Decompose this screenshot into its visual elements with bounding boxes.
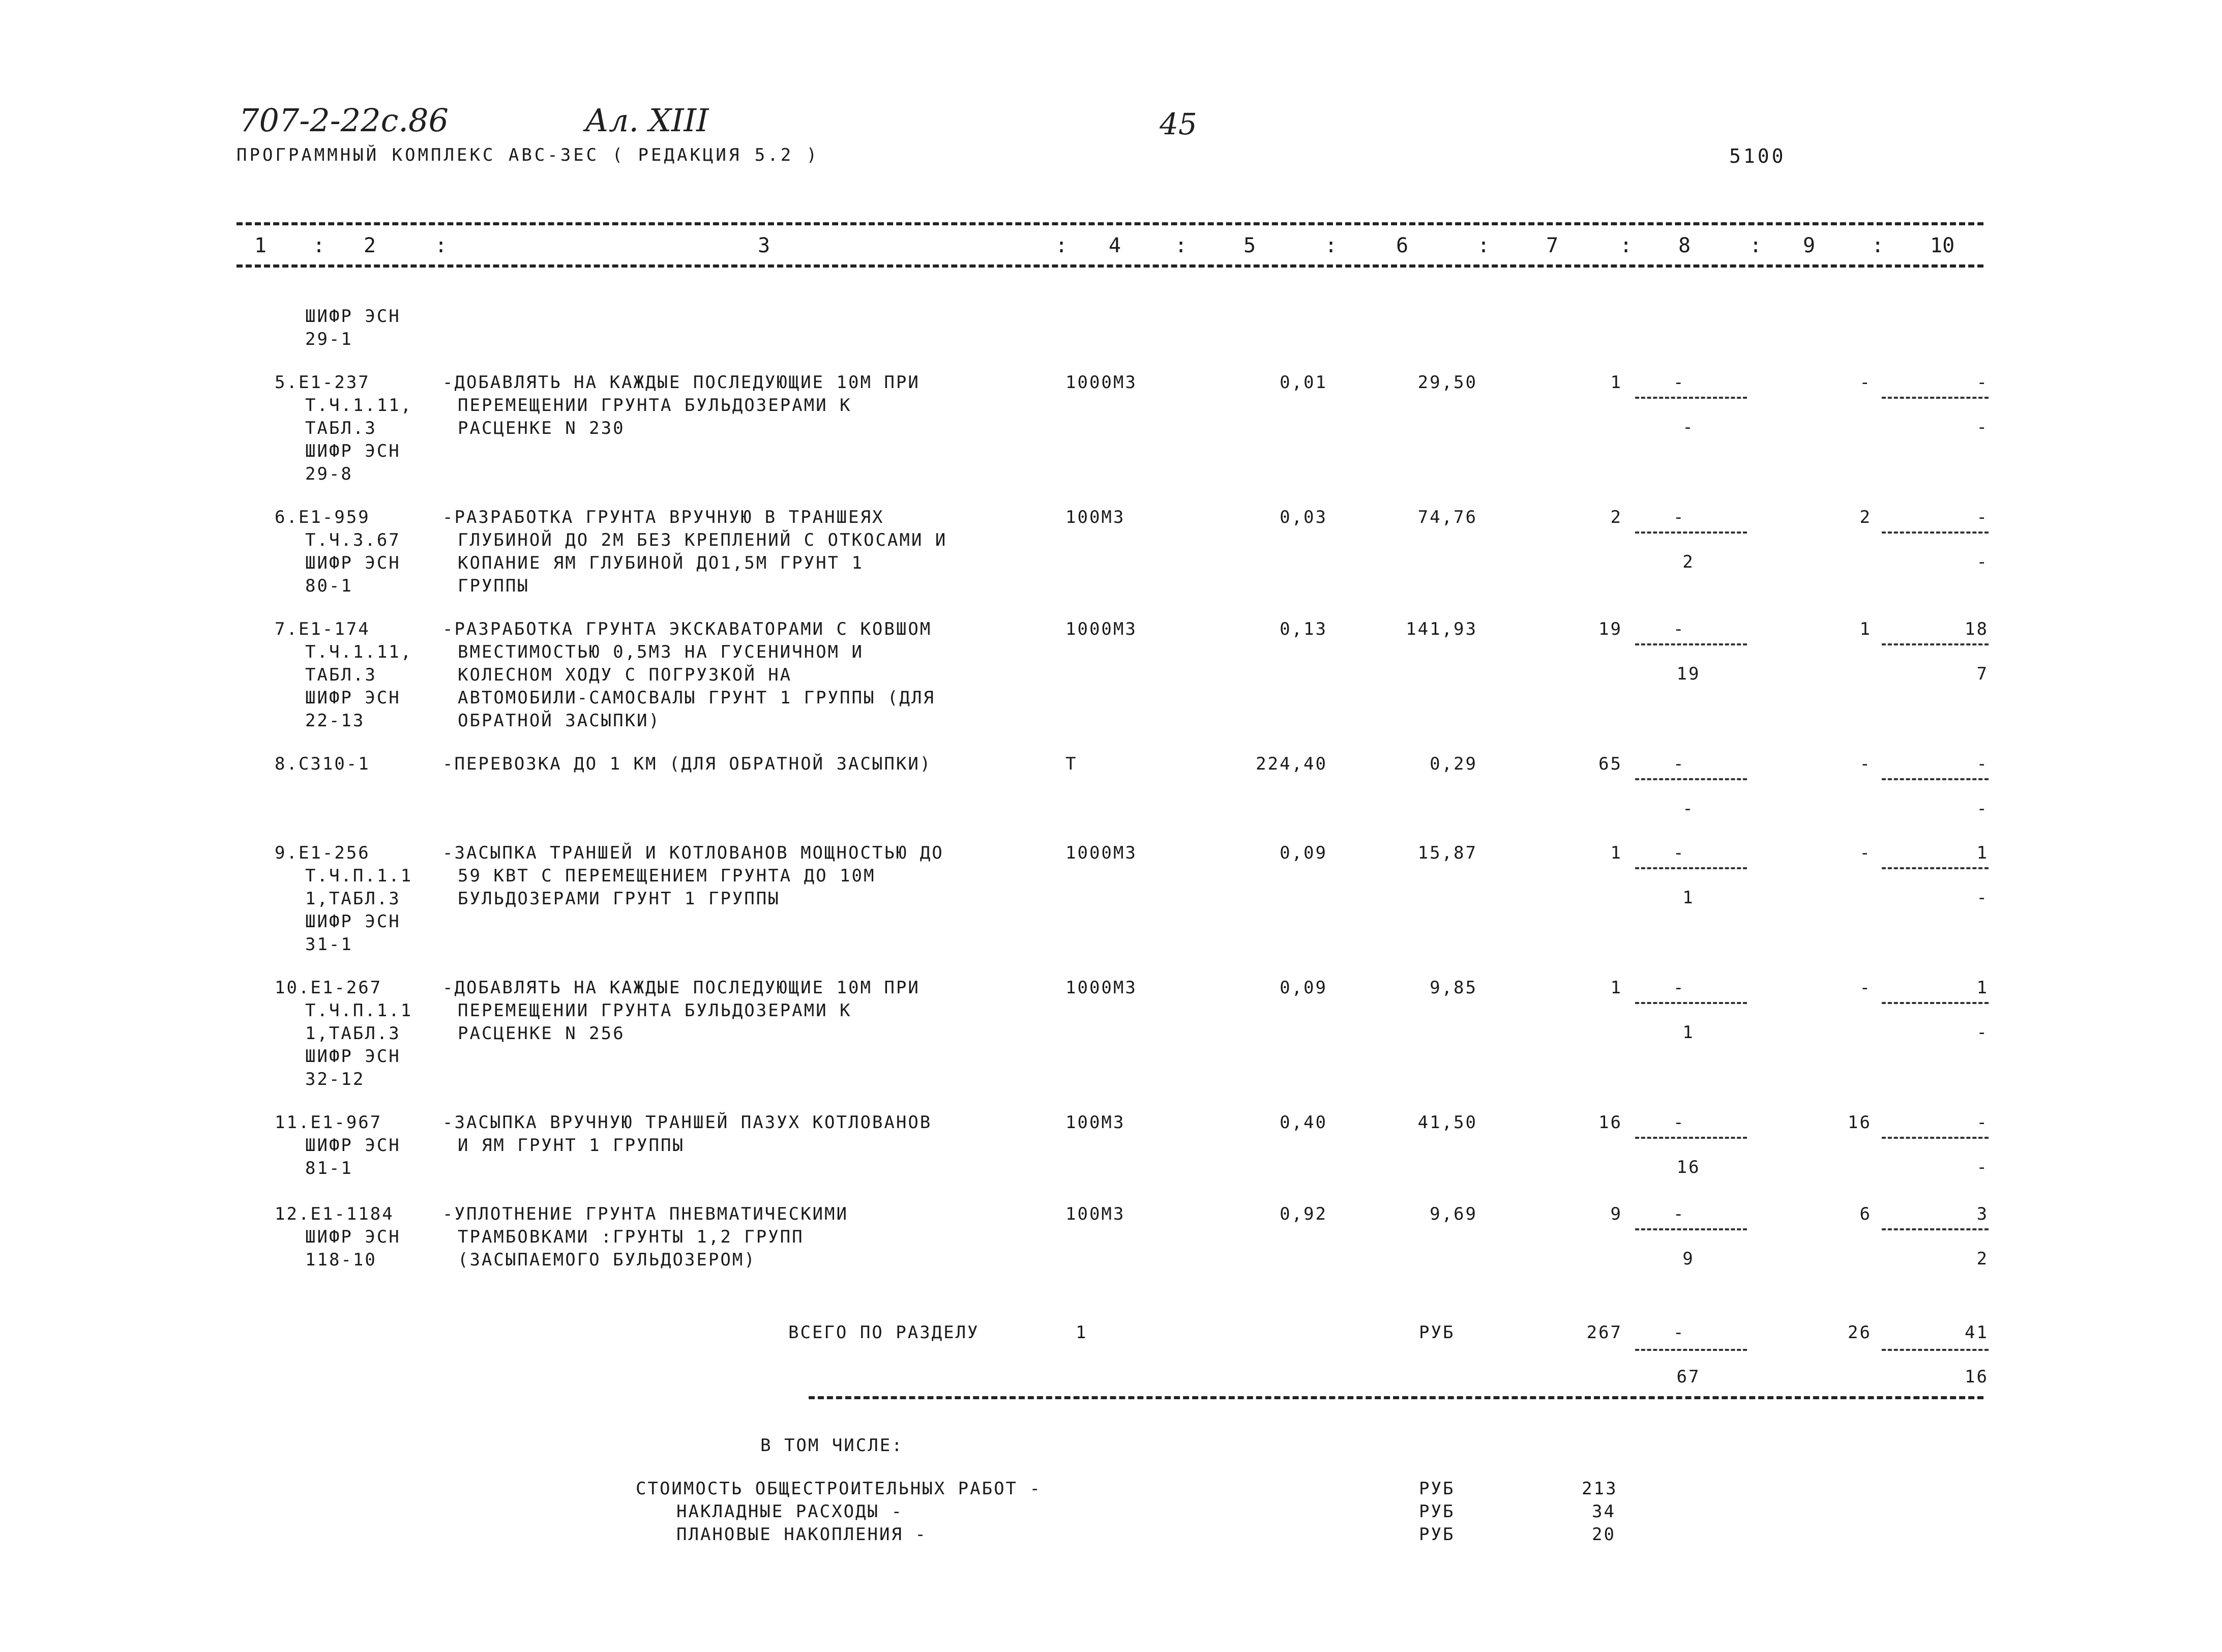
row-col8-rule bbox=[1635, 1228, 1747, 1230]
row-unit: 1000М3 bbox=[1065, 843, 1137, 863]
row-col8-top: - bbox=[1673, 843, 1685, 863]
row-description-line: -ЗАСЫПКА ТРАНШЕЙ И КОТЛОВАНОВ МОЩНОСТЬЮ ДО bbox=[442, 843, 944, 863]
row-unit-price: 141,93 bbox=[1406, 619, 1477, 639]
row-col8-top: - bbox=[1673, 372, 1685, 393]
row-unit: Т bbox=[1065, 754, 1078, 774]
row-col10-rule bbox=[1882, 778, 1989, 780]
row-code bbox=[275, 1111, 401, 1180]
row-code bbox=[275, 1203, 401, 1272]
row-col8-top: - bbox=[1673, 619, 1685, 639]
row-col8-rule bbox=[1635, 1002, 1747, 1004]
section-total-col8-rule bbox=[1635, 1349, 1747, 1351]
row-code-line: 81-1 bbox=[305, 1158, 353, 1178]
row-quantity: 0,40 bbox=[1280, 1112, 1327, 1133]
row-unit-price: 9,85 bbox=[1430, 978, 1477, 998]
header-bottom-rule bbox=[236, 264, 1983, 268]
section-total-label: ВСЕГО ПО РАЗДЕЛУ bbox=[788, 1322, 980, 1343]
row-code-line: Т.Ч.3.67 bbox=[305, 530, 401, 550]
row-col9: 1 bbox=[1859, 619, 1872, 639]
row-code-line: ТАБЛ.3 bbox=[305, 665, 377, 685]
column-separator: : bbox=[313, 234, 325, 257]
row-description bbox=[442, 842, 944, 910]
row-col10-bottom: - bbox=[1976, 799, 1989, 819]
column-number: 5 bbox=[1243, 234, 1256, 257]
row-unit-price: 41,50 bbox=[1417, 1112, 1477, 1133]
row-unit: 100М3 bbox=[1065, 507, 1125, 527]
row-col8-rule bbox=[1635, 867, 1747, 869]
row-col8-bottom: 9 bbox=[1682, 1249, 1695, 1269]
row-code-line: 32-12 bbox=[305, 1069, 365, 1089]
row-col8-bottom: 1 bbox=[1682, 1022, 1695, 1043]
row-code-line: ТАБЛ.3 bbox=[305, 418, 377, 438]
row-code-line: 31-1 bbox=[305, 934, 353, 955]
row-col10-top: - bbox=[1976, 372, 1989, 393]
row-unit: 100М3 bbox=[1065, 1204, 1125, 1224]
row-unit-price: 15,87 bbox=[1417, 843, 1477, 863]
row-description-line: РАСЦЕНКЕ N 230 bbox=[458, 418, 625, 438]
row-col10-top: 1 bbox=[1976, 843, 1989, 863]
row-col10-rule bbox=[1882, 1002, 1989, 1004]
row-description-line: АВТОМОБИЛИ-САМОСВАЛЫ ГРУНТ 1 ГРУППЫ (ДЛЯ bbox=[458, 688, 935, 708]
row-code-line: ШИФР ЭСН bbox=[305, 688, 401, 708]
section-total-col10-top: 41 bbox=[1965, 1322, 1989, 1343]
row-col8-top: - bbox=[1673, 1112, 1685, 1133]
row-quantity: 0,09 bbox=[1280, 843, 1327, 863]
row-total: 16 bbox=[1598, 1112, 1622, 1133]
row-quantity: 0,13 bbox=[1280, 619, 1327, 639]
column-separator: : bbox=[1055, 234, 1068, 257]
row-code-line: 1,ТАБЛ.3 bbox=[305, 1023, 401, 1044]
row-col8-rule bbox=[1635, 778, 1747, 780]
page-number: 45 bbox=[1160, 107, 1197, 141]
column-number: 9 bbox=[1803, 234, 1816, 257]
handwritten-album-number: Ал. XIII bbox=[585, 102, 709, 139]
row-col9: 16 bbox=[1848, 1112, 1872, 1133]
row-col10-top: - bbox=[1976, 1112, 1989, 1133]
row-total: 1 bbox=[1610, 372, 1622, 393]
planned-savings-value: 20 bbox=[1592, 1524, 1616, 1545]
row-unit: 1000М3 bbox=[1065, 372, 1137, 393]
row-description-line: ВМЕСТИМОСТЬЮ 0,5М3 НА ГУСЕНИЧНОМ И bbox=[458, 642, 864, 662]
row-col10-rule bbox=[1882, 1137, 1989, 1139]
row-col8-rule bbox=[1635, 397, 1747, 399]
row-description-line: ГРУППЫ bbox=[458, 576, 529, 596]
document-code: 5100 bbox=[1729, 145, 1786, 167]
row-col8-bottom: 16 bbox=[1676, 1157, 1701, 1177]
row-col8-bottom: 1 bbox=[1682, 888, 1695, 908]
row-code-line: 11.Е1-967 bbox=[275, 1112, 382, 1133]
column-separator: : bbox=[1872, 234, 1884, 257]
row-unit: 1000М3 bbox=[1065, 978, 1137, 998]
row-description bbox=[442, 977, 920, 1045]
row-code-line: Т.Ч.1.11, bbox=[305, 642, 413, 662]
row-code-line: 8.С310-1 bbox=[275, 754, 370, 774]
row-description-line: -ПЕРЕВОЗКА ДО 1 КМ (ДЛЯ ОБРАТНОЙ ЗАСЫПКИ) bbox=[442, 754, 932, 774]
section-total-col9: 26 bbox=[1848, 1322, 1872, 1343]
row-code-line: ШИФР ЭСН bbox=[305, 553, 401, 573]
overhead-value: 34 bbox=[1592, 1501, 1616, 1522]
row-col10-rule bbox=[1882, 867, 1989, 869]
row-quantity: 0,09 bbox=[1280, 978, 1327, 998]
row-quantity: 0,92 bbox=[1280, 1204, 1327, 1224]
row-code-line: 12.Е1-1184 bbox=[275, 1204, 394, 1224]
row-col10-bottom: - bbox=[1976, 1157, 1989, 1177]
general-works-cost-value: 213 bbox=[1582, 1479, 1618, 1499]
row-col9: - bbox=[1859, 372, 1872, 393]
column-number: 3 bbox=[758, 234, 771, 257]
row-description-line: (ЗАСЫПАЕМОГО БУЛЬДОЗЕРОМ) bbox=[458, 1250, 756, 1270]
row-code-line: Т.Ч.1.11, bbox=[305, 395, 413, 416]
row-col9: - bbox=[1859, 843, 1872, 863]
row-col8-rule bbox=[1635, 643, 1747, 645]
row-quantity: 0,01 bbox=[1280, 372, 1327, 393]
row-unit-price: 74,76 bbox=[1417, 507, 1477, 527]
row-code bbox=[275, 977, 412, 1091]
row-code bbox=[275, 371, 412, 486]
row-description-line: ГЛУБИНОЙ ДО 2М БЕЗ КРЕПЛЕНИЙ С ОТКОСАМИ И bbox=[458, 530, 947, 550]
row-description-line: -ДОБАВЛЯТЬ НА КАЖДЫЕ ПОСЛЕДУЮЩИЕ 10М ПРИ bbox=[442, 372, 920, 393]
row-col10-bottom: - bbox=[1976, 888, 1989, 908]
row-col9: - bbox=[1859, 978, 1872, 998]
column-number: 1 bbox=[254, 234, 267, 257]
row-description bbox=[442, 1203, 848, 1272]
section-total-value: 267 bbox=[1586, 1322, 1622, 1343]
column-number: 7 bbox=[1546, 234, 1559, 257]
column-number: 8 bbox=[1678, 234, 1691, 257]
row-col8-bottom: 2 bbox=[1682, 552, 1695, 572]
column-number: 2 bbox=[364, 234, 376, 257]
row-code-line: 6.Е1-959 bbox=[275, 507, 370, 527]
row-description-line: ОБРАТНОЙ ЗАСЫПКИ) bbox=[458, 711, 661, 731]
row-col10-bottom: 2 bbox=[1976, 1249, 1989, 1269]
row-code bbox=[275, 618, 412, 732]
row-total: 1 bbox=[1610, 978, 1622, 998]
row-code bbox=[275, 842, 412, 956]
row-col9: - bbox=[1859, 754, 1872, 774]
row-unit-price: 29,50 bbox=[1417, 372, 1477, 393]
row-col10-bottom: 7 bbox=[1976, 664, 1989, 684]
row-total: 2 bbox=[1610, 507, 1622, 527]
row-description bbox=[442, 371, 920, 440]
row-description-line: -ЗАСЫПКА ВРУЧНУЮ ТРАНШЕЙ ПАЗУХ КОТЛОВАНОВ bbox=[442, 1112, 932, 1133]
row-description-line: РАСЦЕНКЕ N 256 bbox=[458, 1023, 625, 1044]
row-col10-bottom: - bbox=[1976, 417, 1989, 437]
row-col8-bottom: - bbox=[1682, 799, 1695, 819]
row-description-line: -РАЗРАБОТКА ГРУНТА ВРУЧНУЮ В ТРАНШЕЯХ bbox=[442, 507, 884, 527]
row-unit-price: 0,29 bbox=[1430, 754, 1477, 774]
planned-savings-label: ПЛАНОВЫЕ НАКОПЛЕНИЯ - bbox=[676, 1524, 927, 1545]
row-quantity: 224,40 bbox=[1256, 754, 1327, 774]
row-col10-bottom: - bbox=[1976, 1022, 1989, 1043]
row-description-line: 59 КВТ С ПЕРЕМЕЩЕНИЕМ ГРУНТА ДО 10М bbox=[458, 866, 876, 886]
row-total: 1 bbox=[1610, 843, 1622, 863]
row-unit-price: 9,69 bbox=[1430, 1204, 1477, 1224]
row-description bbox=[442, 506, 947, 598]
section-total-currency: РУБ bbox=[1419, 1322, 1455, 1343]
row-description-line: -РАЗРАБОТКА ГРУНТА ЭКСКАВАТОРАМИ С КОВШОМ bbox=[442, 619, 932, 639]
row-unit: 1000М3 bbox=[1065, 619, 1137, 639]
row-col8-top: - bbox=[1673, 978, 1685, 998]
program-title: ПРОГРАММНЫЙ КОМПЛЕКС АВС-3ЕС ( РЕДАКЦИЯ 5.2 ) bbox=[236, 145, 820, 165]
general-works-cost-label: СТОИМОСТЬ ОБЩЕСТРОИТЕЛЬНЫХ РАБОТ - bbox=[636, 1479, 1042, 1499]
row-code-line: 1,ТАБЛ.3 bbox=[305, 889, 401, 909]
row-col10-rule bbox=[1882, 532, 1989, 534]
column-number: 6 bbox=[1396, 234, 1409, 257]
row-col10-rule bbox=[1882, 643, 1989, 645]
row-code-line: 9.Е1-256 bbox=[275, 843, 370, 863]
row-code-line: 80-1 bbox=[305, 576, 353, 596]
overhead-label: НАКЛАДНЫЕ РАСХОДЫ - bbox=[676, 1501, 903, 1522]
row-code-line: 10.Е1-267 bbox=[275, 978, 382, 998]
row-col10-bottom: - bbox=[1976, 552, 1989, 572]
row-col9: 2 bbox=[1859, 507, 1872, 527]
column-separator: : bbox=[1175, 234, 1188, 257]
continuation-line: ШИФР ЭСН bbox=[305, 306, 401, 327]
row-col10-top: - bbox=[1976, 507, 1989, 527]
including-label: В ТОМ ЧИСЛЕ: bbox=[760, 1435, 904, 1456]
row-description-line: И ЯМ ГРУНТ 1 ГРУППЫ bbox=[458, 1135, 685, 1156]
header-top-rule bbox=[236, 222, 1983, 225]
row-code-line: 29-8 bbox=[305, 464, 353, 484]
row-code-line: Т.Ч.П.1.1 bbox=[305, 1000, 413, 1021]
section-total-rule bbox=[809, 1396, 1983, 1399]
column-separator: : bbox=[1477, 234, 1490, 257]
column-separator: : bbox=[1325, 234, 1338, 257]
row-total: 9 bbox=[1610, 1204, 1622, 1224]
row-unit: 100М3 bbox=[1065, 1112, 1125, 1133]
row-code-line: ШИФР ЭСН bbox=[305, 441, 401, 461]
overhead-currency: РУБ bbox=[1419, 1501, 1455, 1522]
row-description-line: ПЕРЕМЕЩЕНИИ ГРУНТА БУЛЬДОЗЕРАМИ К bbox=[458, 1000, 852, 1021]
row-code-line: ШИФР ЭСН bbox=[305, 1135, 401, 1156]
row-col10-rule bbox=[1882, 1228, 1989, 1230]
row-code-line: ШИФР ЭСН bbox=[305, 911, 401, 932]
continuation-line: 29-1 bbox=[305, 329, 353, 349]
row-description bbox=[442, 753, 932, 776]
row-col9: 6 bbox=[1859, 1204, 1872, 1224]
planned-savings-currency: РУБ bbox=[1419, 1524, 1455, 1545]
row-col8-top: - bbox=[1673, 507, 1685, 527]
section-total-col10-bottom: 16 bbox=[1965, 1367, 1989, 1387]
row-total: 19 bbox=[1598, 619, 1622, 639]
section-total-col8-bottom: 67 bbox=[1676, 1367, 1701, 1387]
row-col10-top: 1 bbox=[1976, 978, 1989, 998]
row-col8-bottom: 19 bbox=[1676, 664, 1701, 684]
row-description-line: КОЛЕСНОМ ХОДУ С ПОГРУЗКОЙ НА bbox=[458, 665, 792, 685]
row-description-line: КОПАНИЕ ЯМ ГЛУБИНОЙ ДО1,5М ГРУНТ 1 bbox=[458, 553, 864, 573]
section-total-unit: 1 bbox=[1076, 1322, 1088, 1343]
row-description-line: ПЕРЕМЕЩЕНИИ ГРУНТА БУЛЬДОЗЕРАМИ К bbox=[458, 395, 852, 416]
continuation-block bbox=[305, 305, 401, 351]
row-description-line: -ДОБАВЛЯТЬ НА КАЖДЫЕ ПОСЛЕДУЮЩИЕ 10М ПРИ bbox=[442, 978, 920, 998]
section-total-col10-rule bbox=[1882, 1349, 1989, 1351]
column-number: 4 bbox=[1109, 234, 1121, 257]
row-description bbox=[442, 1111, 932, 1157]
column-separator: : bbox=[435, 234, 448, 257]
column-separator: : bbox=[1620, 234, 1633, 257]
row-code-line: ШИФР ЭСН bbox=[305, 1046, 401, 1067]
row-code bbox=[275, 753, 370, 776]
general-works-cost-currency: РУБ bbox=[1419, 1479, 1455, 1499]
row-code-line: ШИФР ЭСН bbox=[305, 1227, 401, 1247]
row-col10-top: 3 bbox=[1976, 1204, 1989, 1224]
row-col8-rule bbox=[1635, 1137, 1747, 1139]
handwritten-project-code: 707-2-22с.86 bbox=[239, 102, 449, 139]
row-description bbox=[442, 618, 935, 732]
row-code-line: 118-10 bbox=[305, 1250, 377, 1270]
row-total: 65 bbox=[1598, 754, 1622, 774]
row-description-line: -УПЛОТНЕНИЕ ГРУНТА ПНЕВМАТИЧЕСКИМИ bbox=[442, 1204, 848, 1224]
row-quantity: 0,03 bbox=[1280, 507, 1327, 527]
row-description-line: БУЛЬДОЗЕРАМИ ГРУНТ 1 ГРУППЫ bbox=[458, 889, 780, 909]
row-code-line: Т.Ч.П.1.1 bbox=[305, 866, 413, 886]
column-number: 10 bbox=[1930, 234, 1955, 257]
row-code bbox=[275, 506, 401, 598]
row-col8-rule bbox=[1635, 532, 1747, 534]
row-col8-top: - bbox=[1673, 1204, 1685, 1224]
row-col8-bottom: - bbox=[1682, 417, 1695, 437]
row-col10-rule bbox=[1882, 397, 1989, 399]
row-col10-top: 18 bbox=[1965, 619, 1989, 639]
row-code-line: 7.Е1-174 bbox=[275, 619, 370, 639]
row-description-line: ТРАМБОВКАМИ :ГРУНТЫ 1,2 ГРУПП bbox=[458, 1227, 804, 1247]
row-col8-top: - bbox=[1673, 754, 1685, 774]
row-col10-top: - bbox=[1976, 754, 1989, 774]
column-separator: : bbox=[1750, 234, 1762, 257]
row-code-line: 22-13 bbox=[305, 711, 365, 731]
row-code-line: 5.Е1-237 bbox=[275, 372, 370, 393]
section-total-col8-top: - bbox=[1673, 1322, 1685, 1343]
